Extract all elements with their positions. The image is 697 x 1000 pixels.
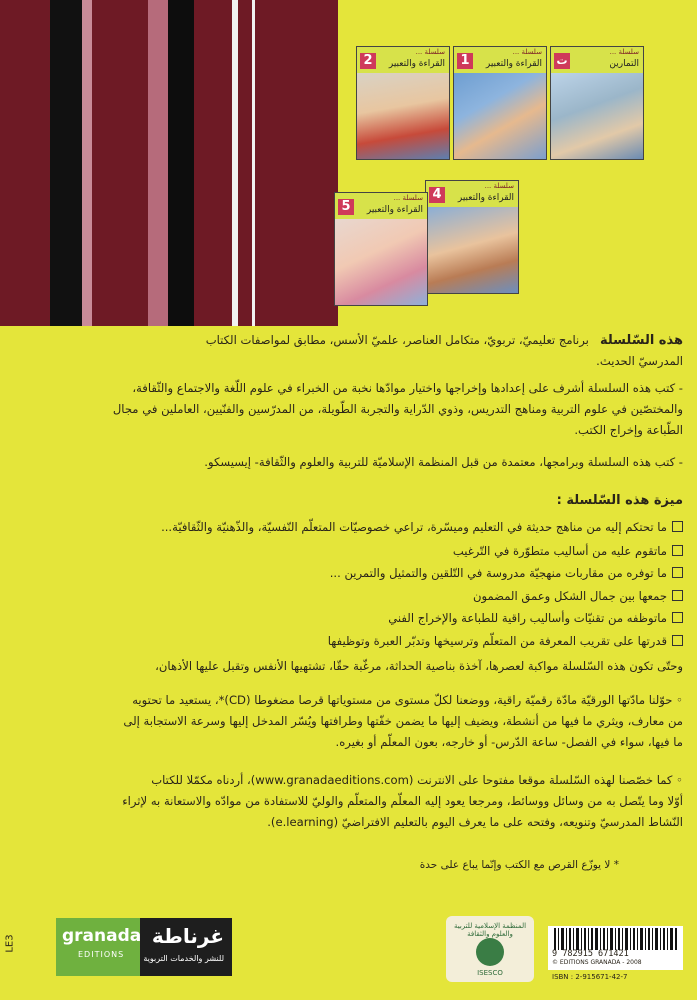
- checkbox-icon: [672, 545, 683, 556]
- isesco-seal: [446, 916, 534, 982]
- checkbox-icon: [672, 635, 683, 646]
- text-line: - كتب هذه السلسلة وبرامجها، معتمدة من قبل المنظمة الإسلاميّة للتربية والعلوم والثّقافة- إيسيسكو.: [204, 455, 683, 469]
- checkbox-icon: [672, 521, 683, 532]
- seal-bottom-text: ISESCO: [477, 969, 503, 977]
- book-cover: [453, 46, 547, 160]
- book-cover: [550, 46, 644, 160]
- bullet-icon: ◦: [676, 773, 683, 787]
- book-title: القراءة والتعبير: [366, 205, 423, 215]
- text-line: أوّلا وما يتّصل به من وسائل ووسائط، ومرجعا يعود إليه المعلّم والمتعلّم والوليّ للاستفادة من موادّه والاستعانة به لإثراء: [122, 794, 683, 808]
- text-line: ما فيها، سواء في الفصل- ساعة الدّرس- أو خارجه، بعون المعلّم أو بغيره.: [335, 735, 683, 749]
- spine-code: LE3: [4, 934, 16, 953]
- intro-lead: هذه السّلسلة: [599, 333, 683, 348]
- book-title: القراءة والتعبير: [485, 59, 542, 69]
- text-line: النّشاط المدرسيّ وتنويعه، وفتحه على ما يعرف اليوم بالتعليم الافتراضيّ (e.learning).: [267, 815, 683, 829]
- features-heading: ميزة هذه السّلسلة :: [556, 493, 683, 508]
- series-label: سلسلة ...: [415, 48, 445, 56]
- barcode-bars-icon: [548, 926, 683, 950]
- book-number: 5: [338, 199, 354, 215]
- cover-photo: [454, 73, 546, 159]
- book-letter: ت: [554, 53, 570, 69]
- feature-item: جمعها بين جمال الشكل وعمق المضمون: [473, 589, 683, 603]
- bullet-cd: ◦ حوّلنا مادّتها الورقيّة مادّة رقميّة راقية، ووضعنا لكلّ مستوى من مستوياتها قرصا مضغوطا (CD)*، يستعيد ما تحتويه من معارف، ويثري ما فيها من أنشطة، ويضيف إليها ما يضمن خفّتها وطرافتها ويُسّر المدخل إليها وسرعة الاستجابة إلى ما فيها، سواء في الفصل- ساعة الدّرس- أو خارجه، بعون المعلّم أو بغيره.: [13, 690, 683, 753]
- feature-item: ما تحتكم إليه من مناهج حديثة في التعليم وميسّرة، تراعي خصوصيّات المتعلّم النّفسيّة، والذّهنيّة والثّقافيّة...: [161, 520, 683, 534]
- text-line: وحتّى تكون هذه السّلسلة مواكبة لعصرها، آخذة بناصية الحداثة، مرغّبة حقّا، تشتهيها الأنفس وتقبل عليها الأذهان،: [155, 659, 683, 673]
- book-cover: [425, 180, 519, 294]
- series-label: سلسلة ...: [609, 48, 639, 56]
- checkbox-icon: [672, 590, 683, 601]
- copyright-line: © EDITIONS GRANADA - 2008: [552, 959, 642, 966]
- publisher-latin: granada: [62, 926, 142, 946]
- white-stripe: [252, 0, 255, 326]
- disc-note: * لا يوزّع القرص مع الكتب وإنّما يباع على حدة: [419, 859, 619, 871]
- book-title: القراءة والتعبير: [457, 193, 514, 203]
- seal-emblem-icon: [476, 938, 504, 966]
- book-number: 2: [360, 53, 376, 69]
- white-stripe: [232, 0, 238, 326]
- series-label: سلسلة ...: [512, 48, 542, 56]
- book-title: التمارين: [609, 59, 639, 69]
- series-label: سلسلة ...: [484, 182, 514, 190]
- feature-item: ما توفره من مقاربات منهجيّة مدروسة في التّلقين والتمثيل والتمرين ...: [330, 566, 683, 580]
- feature-item: ماتوظفه من تقنيّات وأساليب راقية للطباعة والإخراج الفني: [388, 611, 683, 625]
- book-title: القراءة والتعبير: [388, 59, 445, 69]
- text-line: من معارف، ويثري ما فيها من أنشطة، ويضيف إليها ما يضمن خفّتها وطرافتها ويُسّر المدخل إليها وسرعة الاستجابة إلى: [123, 714, 683, 728]
- checkbox-icon: [672, 567, 683, 578]
- series-label: سلسلة ...: [393, 194, 423, 202]
- barcode-digits: 9 782915 671421: [552, 949, 629, 959]
- paragraph-modern: [13, 656, 683, 677]
- cover-photo: [426, 207, 518, 293]
- cover-photo: [335, 219, 427, 305]
- paragraph-authors: [13, 378, 683, 441]
- isbn-line: ISBN : 2-915671-42-7: [552, 973, 628, 981]
- checkbox-icon: [672, 612, 683, 623]
- publisher-arabic-sub: للنشر والخدمات التربوية: [143, 954, 224, 963]
- feature-item: ماتقوم عليه من أساليب متطوّرة في التّرغيب: [453, 544, 683, 558]
- cover-photo: [551, 73, 643, 159]
- feature-item: قدرتها على تقريب المعرفة من المتعلّم وترسيخها وتدبّر العبرة وتوظيفها: [328, 634, 683, 648]
- publisher-latin-sub: EDITIONS: [78, 950, 125, 959]
- publisher-logo: [56, 918, 232, 976]
- text-line: والمختصّين في علوم التربية ومناهج التدريس، وذوي الدّراية والتجربة الطّويلة، من المدرّسين والفنّيين، العاملين في مجال: [112, 402, 683, 416]
- book-covers: [338, 0, 697, 326]
- book-number: 4: [429, 187, 445, 203]
- intro-line: المدرسيّ الحديث.: [596, 354, 683, 368]
- pink-stripe: [148, 0, 168, 326]
- bullet-icon: ◦: [676, 693, 683, 707]
- cover-photo: [357, 73, 449, 159]
- publisher-arabic: غرناطة: [151, 924, 224, 948]
- seal-text: المنظمة الإسلامية للتربية والعلوم والثقافة: [453, 922, 527, 938]
- book-cover: [356, 46, 450, 160]
- text-line: - كتب هذه السلسلة أشرف على إعدادها وإخراجها واختيار موادّها نخبة من الخبراء في علوم اللّغة والاجتماع والثّقافة،: [132, 381, 683, 395]
- black-stripe: [168, 0, 194, 326]
- bullet-website: ◦ كما خصّصنا لهذه السّلسلة موقعا مفتوحا على الانترنت (www.granadaeditions.com)، أردناه مكمّلا للكتاب أوّلا وما يتّصل به من وسائل ووسائط، ومرجعا يعود إليه المعلّم والمتعلّم والوليّ للاستفادة من موادّه والاستعانة به لإثراء النّشاط المدرسيّ وتنويعه، وفتحه على ما يعرف اليوم بالتعليم الافتراضيّ (e.learning).: [13, 770, 683, 833]
- intro-line: برنامج تعليميّ، تربويّ، متكامل العناصر، علميّ الأسس، مطابق لمواصفات الكتاب: [205, 333, 589, 347]
- intro-paragraph: [13, 330, 683, 372]
- barcode: [548, 926, 683, 970]
- pink-stripe: [82, 0, 92, 326]
- book-cover: [334, 192, 428, 306]
- book-number: 1: [457, 53, 473, 69]
- black-stripe: [50, 0, 82, 326]
- decorative-band: [0, 0, 338, 326]
- text-line: الطّباعة وإخراج الكتب.: [574, 423, 683, 437]
- paragraph-isesco: [13, 452, 683, 473]
